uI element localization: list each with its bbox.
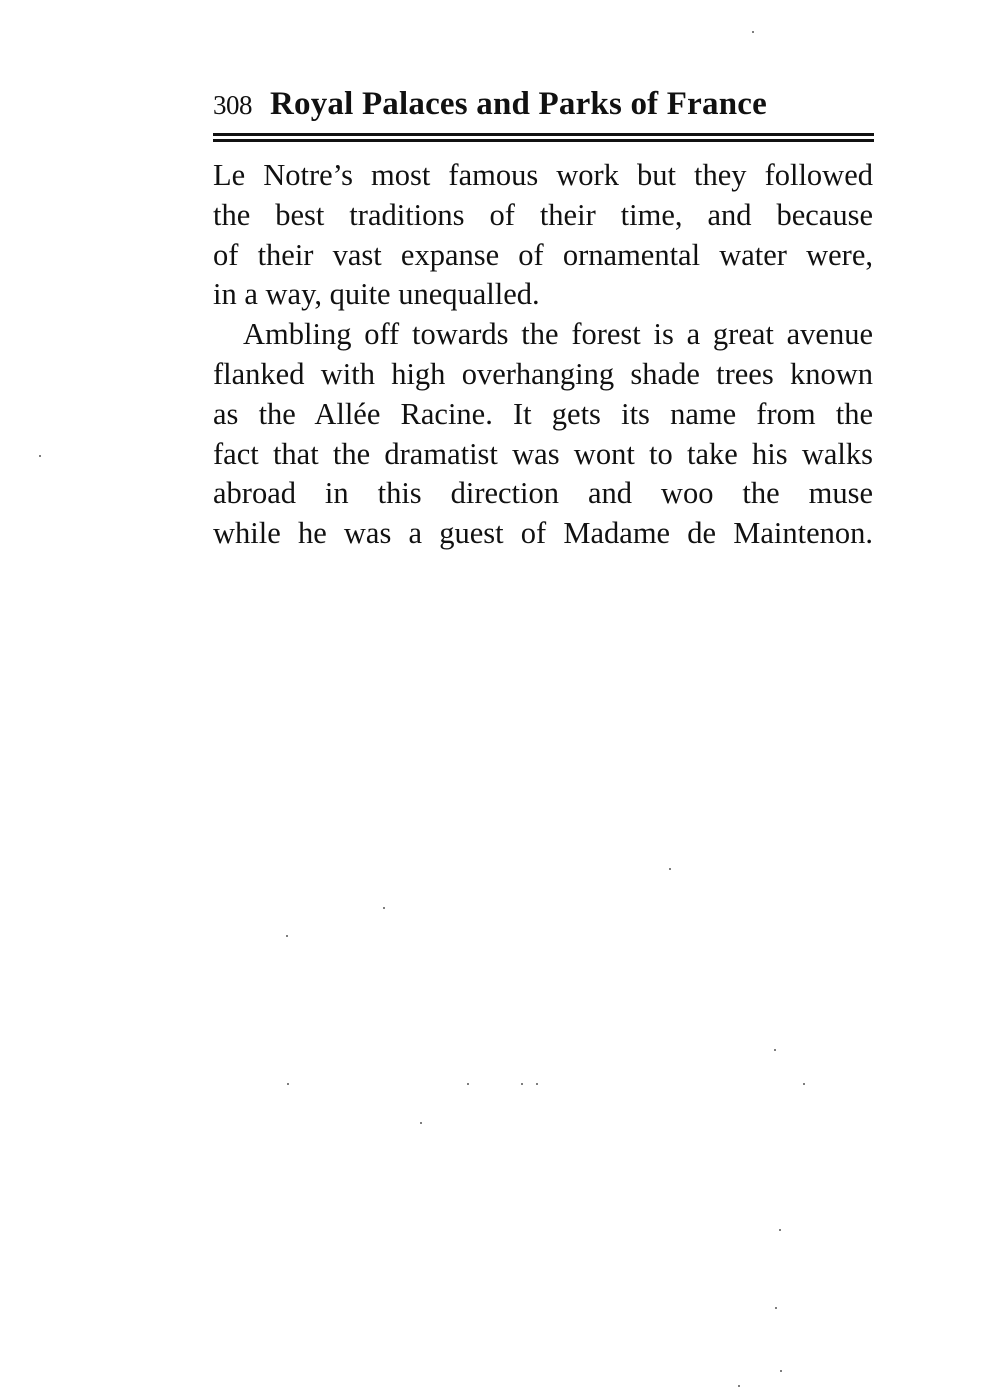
scan-speck bbox=[780, 1370, 782, 1372]
scan-speck bbox=[521, 1083, 523, 1085]
scan-speck bbox=[775, 1307, 777, 1309]
scan-speck bbox=[420, 1122, 422, 1124]
scan-speck bbox=[39, 455, 41, 457]
running-head bbox=[213, 86, 873, 130]
scan-speck bbox=[779, 1229, 781, 1231]
scan-speck bbox=[287, 1083, 289, 1085]
scan-speck bbox=[383, 907, 385, 909]
text-line: fact that the dramatist was wont to take his walks bbox=[213, 436, 873, 471]
text-line: in a way, quite unequalled. bbox=[213, 277, 540, 312]
scan-speck bbox=[774, 1049, 776, 1051]
paragraph-2 bbox=[213, 315, 873, 554]
text-line: abroad in this direction and woo the muse bbox=[213, 476, 873, 511]
paragraph-1 bbox=[213, 156, 873, 315]
text-line: as the Allée Racine. It gets its name from the bbox=[213, 396, 873, 431]
scan-speck bbox=[467, 1083, 469, 1085]
text-line: Le Notre’s most famous work but they followed bbox=[213, 158, 873, 192]
body-text bbox=[213, 156, 873, 554]
text-line: the best traditions of their time, and because bbox=[213, 197, 873, 232]
scan-speck bbox=[738, 1385, 740, 1387]
text-line: while he was a guest of Madame de Maintenon. bbox=[213, 516, 873, 551]
page-number: 308 bbox=[213, 90, 252, 120]
text-line: of their vast expanse of ornamental water were, bbox=[213, 237, 873, 272]
text-line: Ambling off towards the forest is a great avenue bbox=[243, 317, 873, 352]
scan-speck bbox=[752, 31, 754, 33]
book-title: Royal Palaces and Parks of France bbox=[270, 86, 767, 122]
header-rule-bottom bbox=[213, 139, 874, 142]
text-line: flanked with high overhanging shade trees known bbox=[213, 356, 873, 391]
header-rule-top bbox=[213, 133, 874, 136]
scan-speck bbox=[669, 868, 671, 870]
scan-speck bbox=[536, 1083, 538, 1085]
scan-speck bbox=[286, 935, 288, 937]
scan-speck bbox=[803, 1083, 805, 1085]
